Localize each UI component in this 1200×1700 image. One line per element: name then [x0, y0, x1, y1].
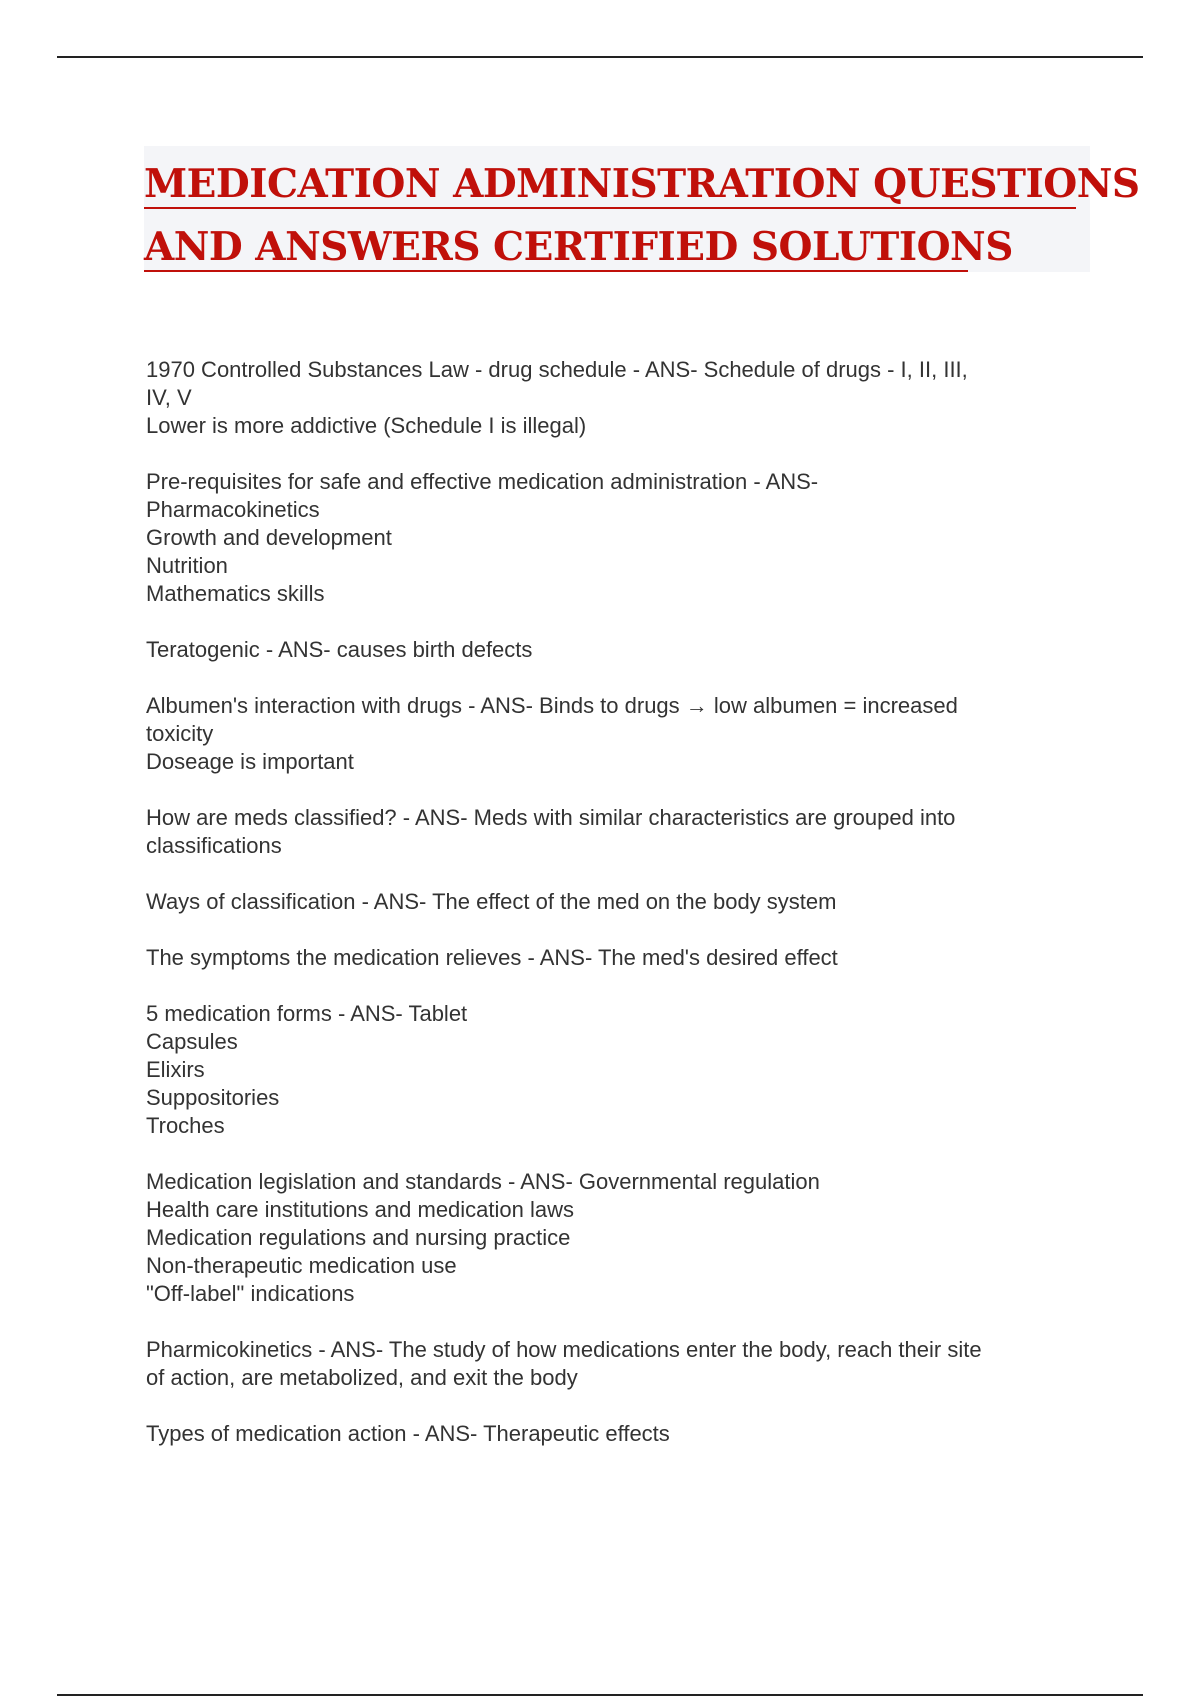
- qa-content: [146, 356, 1086, 1476]
- entry-line: toxicity: [146, 721, 214, 746]
- qa-entry: [146, 888, 1086, 916]
- qa-entry: [146, 1420, 1086, 1448]
- entry-line: Elixirs: [146, 1057, 205, 1082]
- entry-line: Medication regulations and nursing practice: [146, 1225, 571, 1250]
- qa-entry: [146, 692, 1086, 776]
- qa-entry: [146, 1336, 1086, 1392]
- title-line-2: AND ANSWERS CERTIFIED SOLUTIONS: [144, 224, 1013, 270]
- entry-line: 1970 Controlled Substances Law - drug schedule - ANS- Schedule of drugs - I, II, III,: [146, 357, 968, 382]
- entry-line: How are meds classified? - ANS- Meds with similar characteristics are grouped into: [146, 805, 956, 830]
- entry-line: Pre-requisites for safe and effective medication administration - ANS-: [146, 469, 819, 494]
- entry-line: Teratogenic - ANS- causes birth defects: [146, 637, 533, 662]
- entry-line: Troches: [146, 1113, 225, 1138]
- entry-line: Types of medication action - ANS- Therapeutic effects: [146, 1421, 670, 1446]
- entry-line: Ways of classification - ANS- The effect of the med on the body system: [146, 889, 837, 914]
- entry-line: Medication legislation and standards - ANS- Governmental regulation: [146, 1169, 820, 1194]
- entry-line: of action, are metabolized, and exit the body: [146, 1365, 578, 1390]
- entry-line: Capsules: [146, 1029, 238, 1054]
- entry-line: Albumen's interaction with drugs - ANS- Binds to drugs → low albumen = increased: [146, 693, 958, 718]
- entry-line: Pharmacokinetics: [146, 497, 320, 522]
- qa-entry: [146, 1168, 1086, 1308]
- footer-rule: [57, 1694, 1143, 1696]
- entry-line: Pharmicokinetics - ANS- The study of how medications enter the body, reach their site: [146, 1337, 982, 1362]
- qa-entry: [146, 356, 1086, 440]
- entry-line: classifications: [146, 833, 282, 858]
- entry-line: Health care institutions and medication laws: [146, 1197, 575, 1222]
- entry-line: Growth and development: [146, 525, 392, 550]
- entry-line: Lower is more addictive (Schedule I is illegal): [146, 413, 587, 438]
- entry-line: 5 medication forms - ANS- Tablet: [146, 1001, 468, 1026]
- entry-line: IV, V: [146, 385, 192, 410]
- entry-line: "Off-label" indications: [146, 1281, 355, 1306]
- entry-line: Nutrition: [146, 553, 228, 578]
- qa-entry: [146, 1000, 1086, 1140]
- entry-line: Mathematics skills: [146, 581, 325, 606]
- qa-entry: [146, 944, 1086, 972]
- header-rule: [57, 56, 1143, 58]
- entry-line: Non-therapeutic medication use: [146, 1253, 457, 1278]
- entry-line: Doseage is important: [146, 749, 354, 774]
- qa-entry: [146, 804, 1086, 860]
- entry-line: The symptoms the medication relieves - ANS- The med's desired effect: [146, 945, 838, 970]
- entry-line: Suppositories: [146, 1085, 280, 1110]
- document-title: [144, 146, 1140, 272]
- qa-entry: [146, 468, 1086, 608]
- title-line-1: MEDICATION ADMINISTRATION QUESTIONS: [144, 161, 1140, 207]
- qa-entry: [146, 636, 1086, 664]
